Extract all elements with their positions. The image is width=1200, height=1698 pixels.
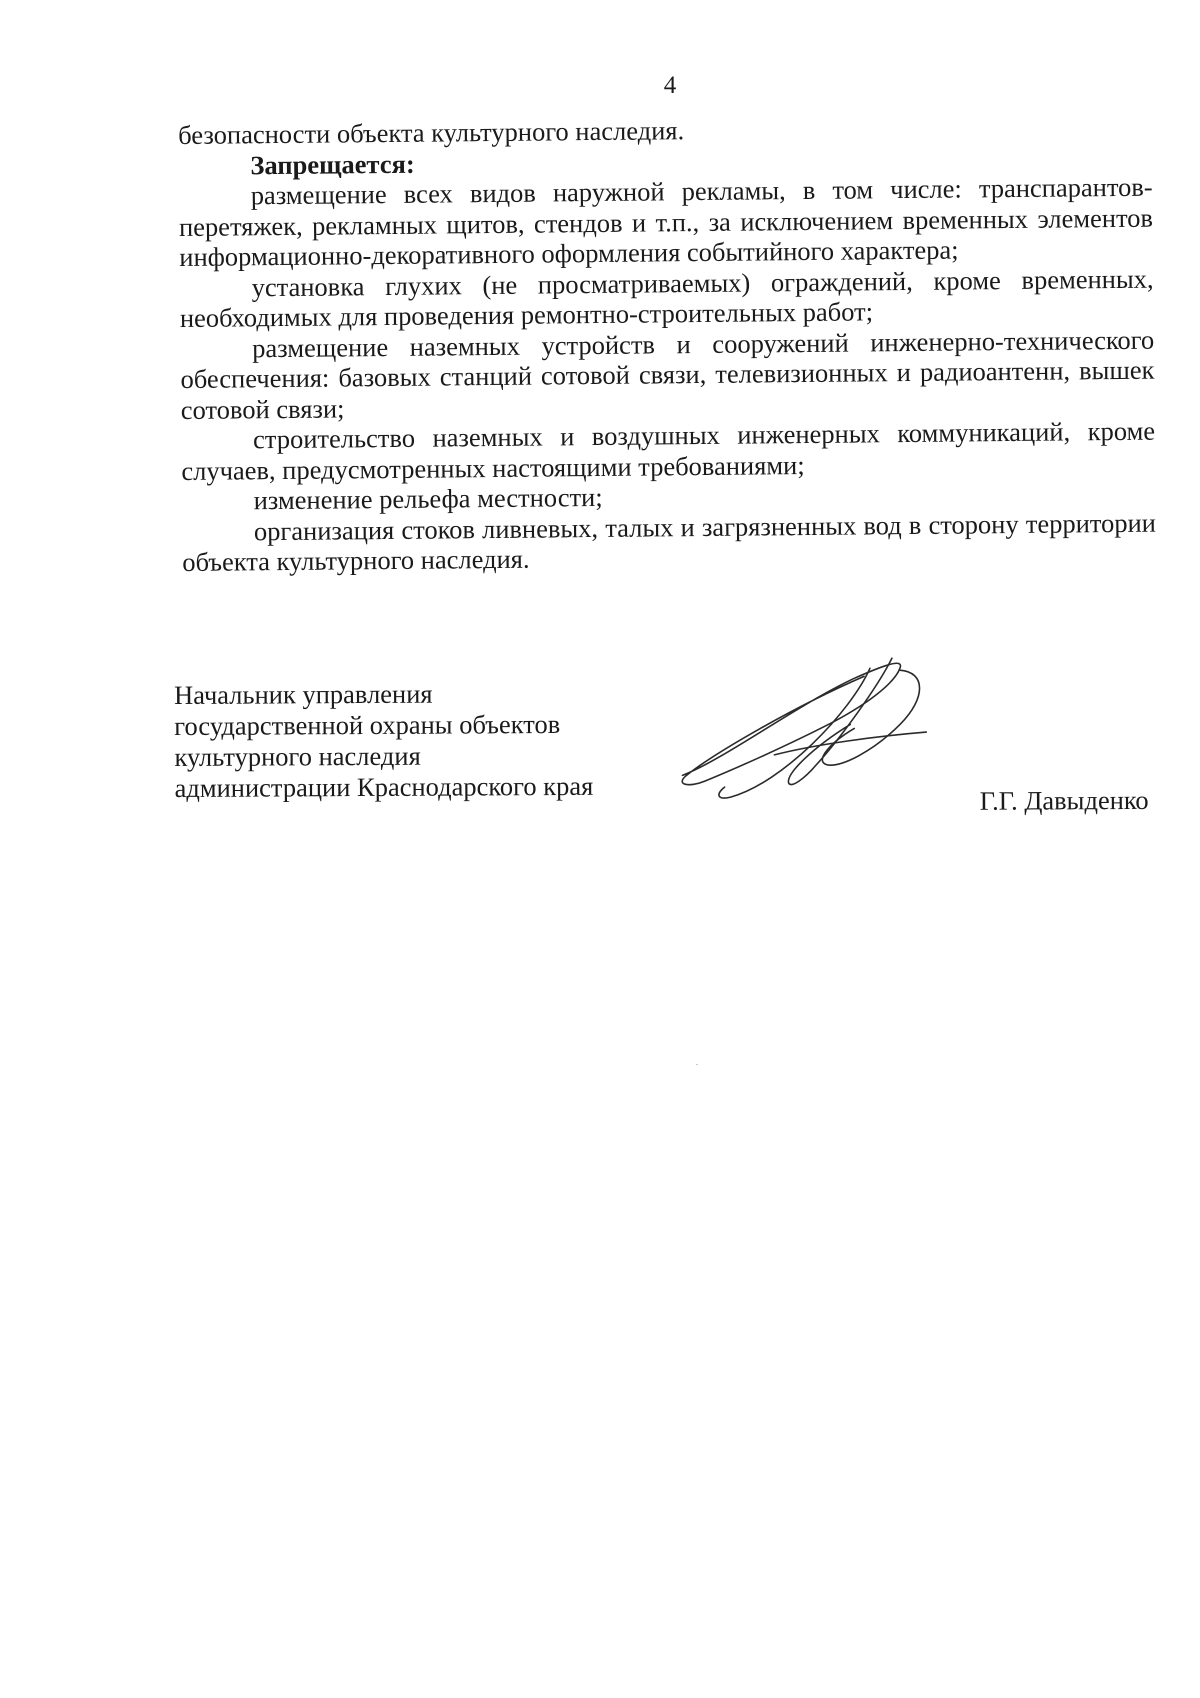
- document-body: [178, 111, 1156, 578]
- prohibitions-heading: Запрещается:: [250, 148, 415, 180]
- prohibition-terrain-change: изменение рельефа местности;: [253, 481, 603, 516]
- signature-block: [174, 675, 1155, 840]
- handwritten-signature-icon: [664, 646, 935, 807]
- prohibition-advertising: размещение всех видов наружной рекламы, в том числе: транспарантов-перетяжек, рекламных щитов, стендов и т.п., за исключением временных элементов информационно-декоративного оформления событийного характера;: [178, 171, 1154, 272]
- signer-position-line: культурного наследия: [174, 740, 421, 772]
- prohibition-water-drainage: организация стоков ливневых, талых и загрязненных вод в сторону территории объекта культурного наследия.: [182, 507, 1157, 577]
- scan-speck: [696, 1064, 698, 1065]
- prohibition-fences: установка глухих (не просматриваемых) ограждений, кроме временных, необходимых для проведения ремонтно-строительных работ;: [179, 263, 1154, 333]
- prohibition-engineering-devices: размещение наземных устройств и сооружений инженерно-технического обеспечения: базовых станций сотовой связи, телевизионных и радиоантенн, вышек сотовой связи;: [180, 324, 1155, 425]
- page-number: 4: [663, 72, 677, 99]
- signer-position-line: администрации Краснодарского края: [174, 770, 594, 803]
- signer-position-line: государственной охраны объектов: [174, 708, 561, 741]
- paragraph-continuation: безопасности объекта культурного наследия.: [178, 115, 685, 150]
- signer-position-line: Начальник управления: [174, 678, 433, 710]
- prohibition-utility-lines: строительство наземных и воздушных инженерных коммуникаций, кроме случаев, предусмотренных настоящими требованиями;: [181, 415, 1156, 486]
- signer-name: Г.Г. Давыденко: [979, 784, 1149, 816]
